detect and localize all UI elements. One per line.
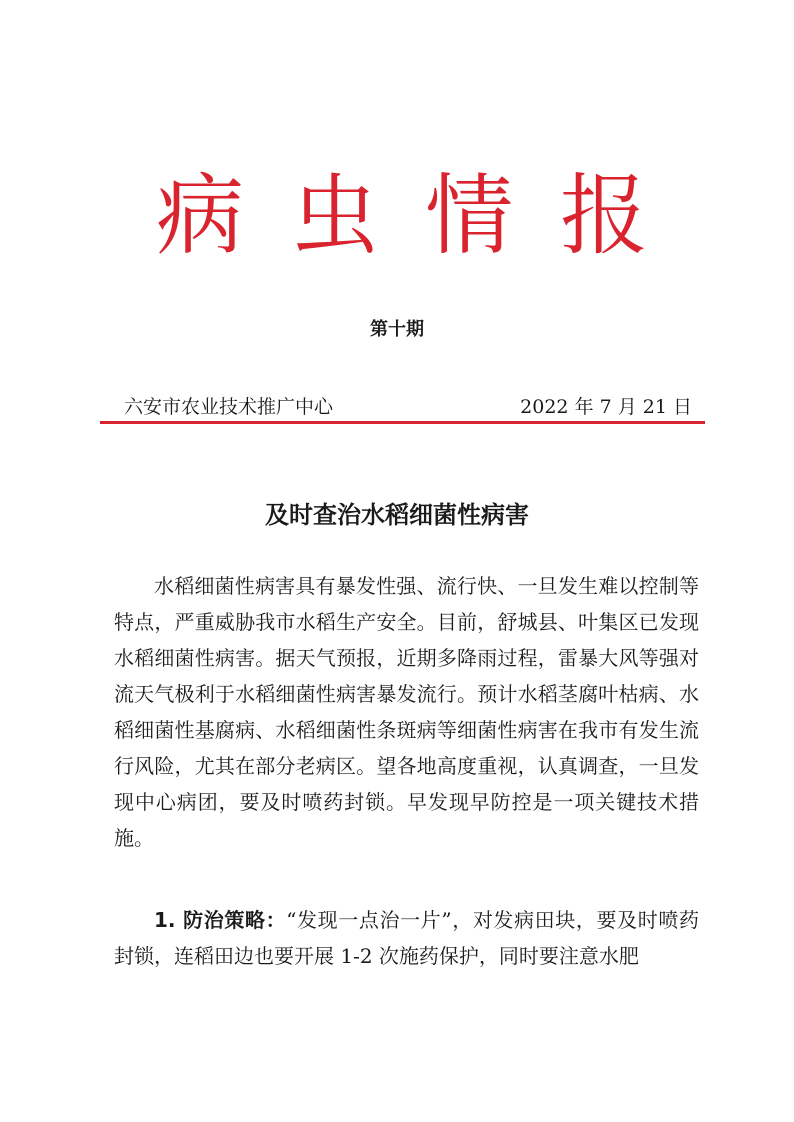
section-text: “发现一点治一片”，对发病田块，要及时喷药封锁，连稻田边也要开展 1-2 次施药保护，同时要注意水肥 [114, 908, 699, 968]
masthead-char: 病 [155, 164, 244, 267]
publication-meta [124, 393, 692, 421]
issuing-organization: 六安市农业技术推广中心 [124, 396, 334, 418]
masthead-char: 报 [559, 164, 648, 267]
article-section-1 [114, 902, 699, 974]
masthead-title [152, 164, 652, 267]
article-paragraph: 水稻细菌性病害具有暴发性强、流行快、一旦发生难以控制等特点，严重威胁我市水稻生产安全。目前，舒城县、叶集区已发现水稻细菌性病害。据天气预报，近期多降雨过程，雷暴大风等强对流天气极利于水稻细菌性病害暴发流行。预计水稻茎腐叶枯病、水稻细菌性基腐病、水稻细菌性条斑病等细菌性病害在我市有发生流行风险，尤其在部分老病区。望各地高度重视，认真调查，一旦发现中心病团，要及时喷药封锁。早发现早防控是一项关键技术措施。 [114, 574, 699, 850]
masthead-char: 情 [425, 164, 514, 267]
issue-number: 第十期 [370, 319, 424, 340]
publication-date: 2022 年 7 月 21 日 [520, 396, 692, 418]
masthead-char: 虫 [290, 164, 379, 267]
article-title: 及时查治水稻细菌性病害 [265, 501, 529, 529]
section-lead: 1. 防治策略： [154, 908, 287, 932]
red-divider [100, 421, 705, 424]
